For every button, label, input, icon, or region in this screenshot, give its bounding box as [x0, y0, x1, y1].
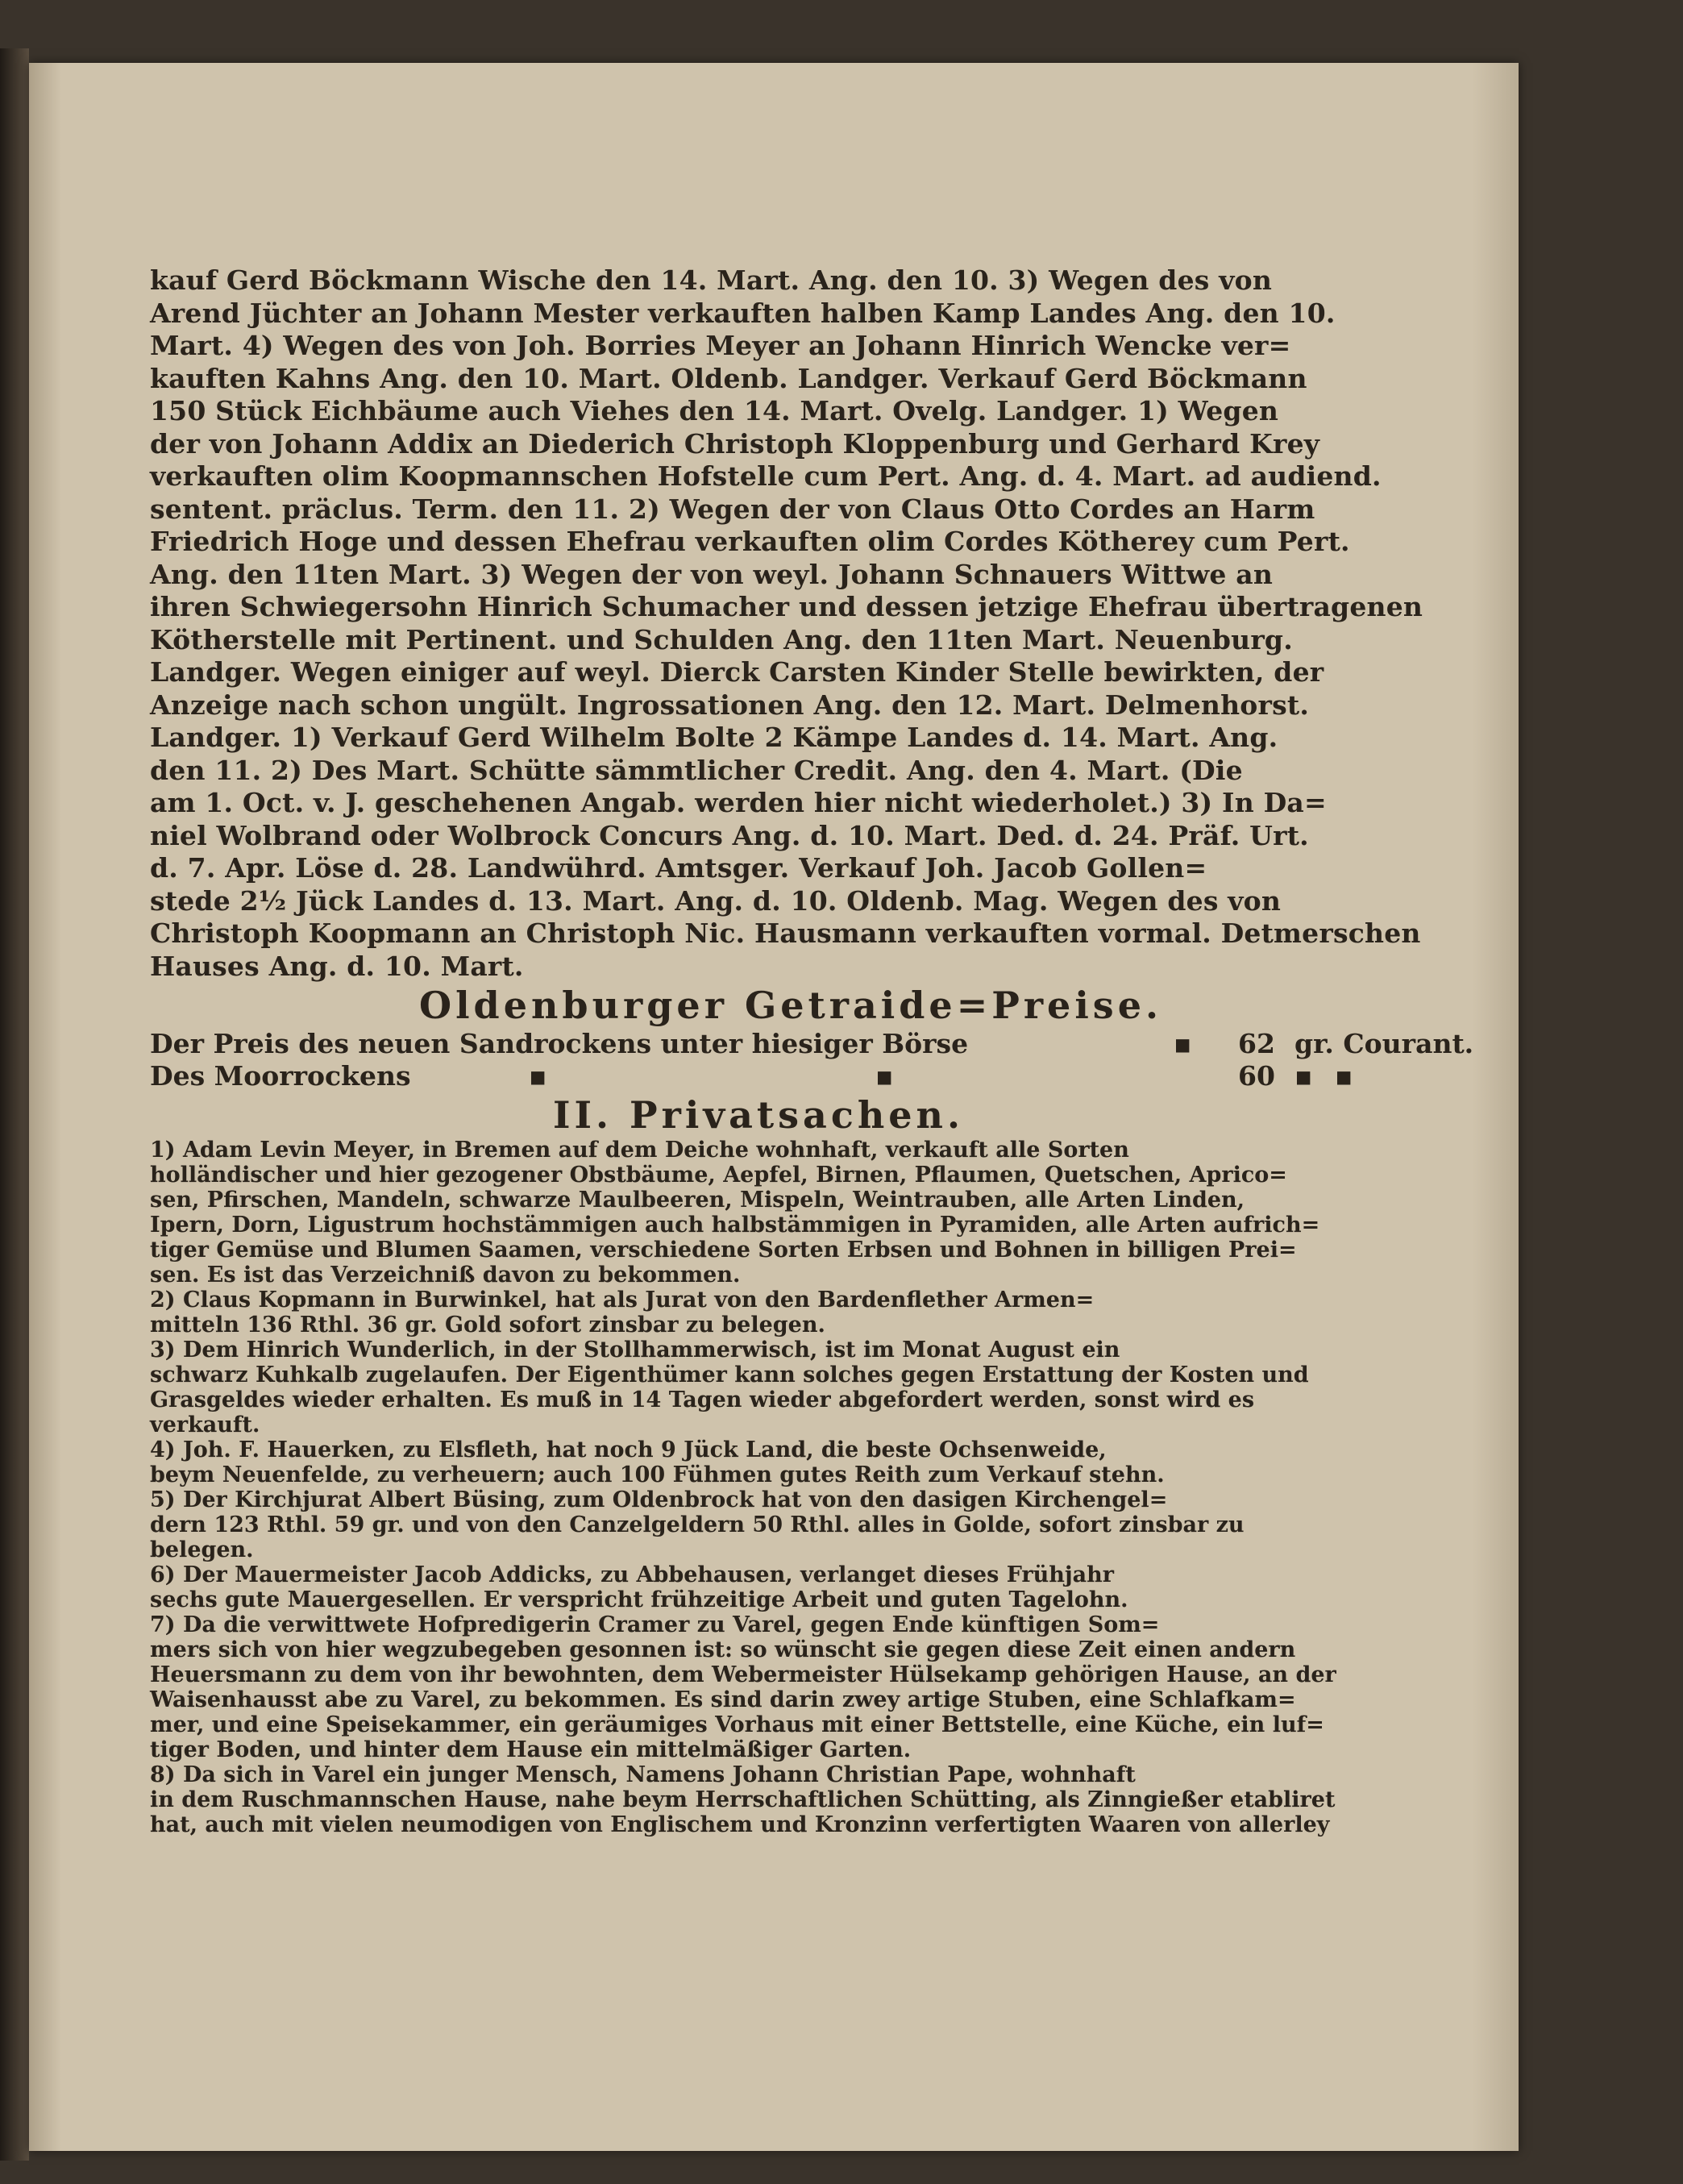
text-line: 6) Der Mauermeister Jacob Addicks, zu Abbehausen, verlanget dieses Frühjahr	[150, 1562, 1114, 1587]
price-row-moorrocken	[150, 1060, 1367, 1092]
grain-prices-heading: Oldenburger Getraide=Preise.	[419, 984, 1162, 1027]
text-line: mer, und eine Speisekammer, ein geräumiges Vorhaus mit einer Bettstelle, eine Küche, ein luf=	[150, 1712, 1324, 1737]
text-line: Anzeige nach schon ungült. Ingrossationen Ang. den 12. Mart. Delmenhorst.	[150, 688, 1310, 721]
private-notices	[150, 1138, 1367, 1837]
text-line: 8) Da sich in Varel ein junger Mensch, Namens Johann Christian Pape, wohnhaft	[150, 1762, 1136, 1787]
text-line: hat, auch mit vielen neumodigen von Englischem und Kronzinn verfertigten Waaren von allerley	[150, 1812, 1330, 1837]
text-line: 7) Da die verwittwete Hofpredigerin Cramer zu Varel, gegen Ende künftigen Som=	[150, 1612, 1160, 1637]
text-line: Christoph Koopmann an Christoph Nic. Hausmann verkauften vormal. Detmerschen	[150, 917, 1421, 949]
text-line: der von Johann Addix an Diederich Christoph Kloppenburg und Gerhard Krey	[150, 427, 1320, 460]
text-line: ihren Schwiegersohn Hinrich Schumacher und dessen jetzige Ehefrau übertragenen	[150, 591, 1423, 622]
text-line: den 11. 2) Des Mart. Schütte sämmtlicher Credit. Ang. den 4. Mart. (Die	[150, 754, 1243, 786]
text-line: dern 123 Rthl. 59 gr. und von den Canzelgeldern 50 Rthl. alles in Golde, sofort zinsbar zu	[150, 1512, 1245, 1537]
text-line: sen, Pfirschen, Mandeln, schwarze Maulbeeren, Mispeln, Weintrauben, alle Arten Linden,	[150, 1188, 1245, 1213]
text-line: Arend Jüchter an Johann Mester verkauften halben Kamp Landes Ang. den 10.	[150, 297, 1336, 329]
leader-dot: ▪	[529, 1060, 547, 1092]
text-line: 5) Der Kirchjurat Albert Büsing, zum Oldenbrock hat von den dasigen Kirchengel=	[150, 1487, 1168, 1512]
leader-dot: ▪	[1174, 1028, 1192, 1059]
text-line: tiger Gemüse und Blumen Saamen, verschiedene Sorten Erbsen und Bohnen in billigen Prei=	[150, 1238, 1297, 1263]
private-matters-heading: II. Privatsachen.	[552, 1093, 965, 1137]
text-line: sentent. präclus. Term. den 11. 2) Wegen der von Claus Otto Cordes an Harm	[150, 493, 1315, 525]
ditto-mark: ▪	[1294, 1060, 1313, 1092]
price-row-sandrocken	[150, 1028, 1474, 1060]
text-line: Friedrich Hoge und dessen Ehefrau verkauften olim Cordes Kötherey cum Pert.	[150, 526, 1350, 557]
legal-notices-paragraph	[150, 264, 1423, 983]
text-line: am 1. Oct. v. J. geschehenen Angab. werden hier nicht wiederholet.) 3) In Da=	[150, 787, 1327, 818]
text-line: 4) Joh. F. Hauerken, zu Elsfleth, hat noch 9 Jück Land, die beste Ochsenweide,	[150, 1437, 1107, 1462]
text-line: Hauses Ang. d. 10. Mart.	[150, 950, 524, 982]
document-page	[29, 63, 1519, 2151]
text-line: kauf Gerd Böckmann Wische den 14. Mart. Ang. den 10. 3) Wegen des von	[150, 264, 1273, 296]
text-line: mers sich von hier wegzubegeben gesonnen ist: so wünscht sie gegen diese Zeit einen andern	[150, 1637, 1296, 1662]
text-line: Heuersmann zu dem von ihr bewohnten, dem Webermeister Hülsekamp gehörigen Hause, an der	[150, 1662, 1336, 1687]
price-label: Der Preis des neuen Sandrockens unter hiesiger Börse	[150, 1028, 969, 1059]
price-value: 62	[1238, 1028, 1275, 1059]
text-line: kauften Kahns Ang. den 10. Mart. Oldenb. Landger. Verkauf Gerd Böckmann	[150, 362, 1307, 394]
text-line: Ang. den 11ten Mart. 3) Wegen der von weyl. Johann Schnauers Wittwe an	[150, 558, 1274, 590]
book-spine-edge	[0, 48, 29, 2161]
price-label: Des Moorrockens	[150, 1060, 411, 1092]
text-line: belegen.	[150, 1537, 254, 1562]
text-line: 1) Adam Levin Meyer, in Bremen auf dem Deiche wohnhaft, verkauft alle Sorten	[150, 1138, 1129, 1163]
text-line: verkauft.	[150, 1412, 260, 1437]
price-currency: gr. Courant.	[1294, 1028, 1474, 1059]
text-line: Mart. 4) Wegen des von Joh. Borries Meyer an Johann Hinrich Wencke ver=	[150, 330, 1291, 361]
text-line: beym Neuenfelde, zu verheuern; auch 100 Fühmen gutes Reith zum Verkauf stehn.	[150, 1462, 1165, 1487]
text-line: mitteln 136 Rthl. 36 gr. Gold sofort zinsbar zu belegen.	[150, 1312, 825, 1337]
text-line: stede 2½ Jück Landes d. 13. Mart. Ang. d. 10. Oldenb. Mag. Wegen des von	[150, 884, 1282, 917]
text-line: 150 Stück Eichbäume auch Viehes den 14. Mart. Ovelg. Landger. 1) Wegen	[150, 395, 1279, 426]
text-line: holländischer und hier gezogener Obstbäume, Aepfel, Birnen, Pflaumen, Quetschen, Aprico=	[150, 1163, 1287, 1188]
leader-dot: ▪	[875, 1060, 894, 1092]
text-line: Kötherstelle mit Pertinent. und Schulden Ang. den 11ten Mart. Neuenburg.	[150, 623, 1293, 655]
text-line: in dem Ruschmannschen Hause, nahe beym Herrschaftlichen Schütting, als Zinngießer etabliret	[150, 1787, 1336, 1812]
text-line: Grasgeldes wieder erhalten. Es muß in 14 Tagen wieder abgefordert werden, sonst wird es	[150, 1387, 1255, 1412]
price-value: 60	[1238, 1060, 1275, 1092]
text-line: schwarz Kuhkalb zugelaufen. Der Eigenthümer kann solches gegen Erstattung der Kosten und	[150, 1362, 1309, 1387]
text-line: Landger. Wegen einiger auf weyl. Dierck Carsten Kinder Stelle bewirkten, der	[150, 656, 1324, 688]
text-line: tiger Boden, und hinter dem Hause ein mittelmäßiger Garten.	[150, 1737, 912, 1762]
ditto-mark: ▪	[1335, 1060, 1353, 1092]
text-line: 3) Dem Hinrich Wunderlich, in der Stollhammerwisch, ist im Monat August ein	[150, 1337, 1120, 1362]
text-line: sen. Es ist das Verzeichniß davon zu bekommen.	[150, 1263, 741, 1288]
text-line: d. 7. Apr. Löse d. 28. Landwührd. Amtsger. Verkauf Joh. Jacob Gollen=	[150, 852, 1207, 884]
page-content	[150, 264, 1474, 1837]
text-line: Landger. 1) Verkauf Gerd Wilhelm Bolte 2 Kämpe Landes d. 14. Mart. Ang.	[150, 722, 1278, 753]
text-line: Ipern, Dorn, Ligustrum hochstämmigen auch halbstämmigen in Pyramiden, alle Arten aufrich=	[150, 1213, 1320, 1238]
text-line: 2) Claus Kopmann in Burwinkel, hat als Jurat von den Bardenflether Armen=	[150, 1288, 1095, 1312]
text-line: verkauften olim Koopmannschen Hofstelle cum Pert. Ang. d. 4. Mart. ad audiend.	[150, 460, 1382, 492]
text-line: Waisenhausst abe zu Varel, zu bekommen. Es sind darin zwey artige Stuben, eine Schlafkam=	[150, 1687, 1296, 1712]
text-line: sechs gute Mauergesellen. Er verspricht frühzeitige Arbeit und guten Tagelohn.	[150, 1587, 1128, 1612]
text-line: niel Wolbrand oder Wolbrock Concurs Ang. d. 10. Mart. Ded. d. 24. Präf. Urt.	[150, 819, 1309, 851]
